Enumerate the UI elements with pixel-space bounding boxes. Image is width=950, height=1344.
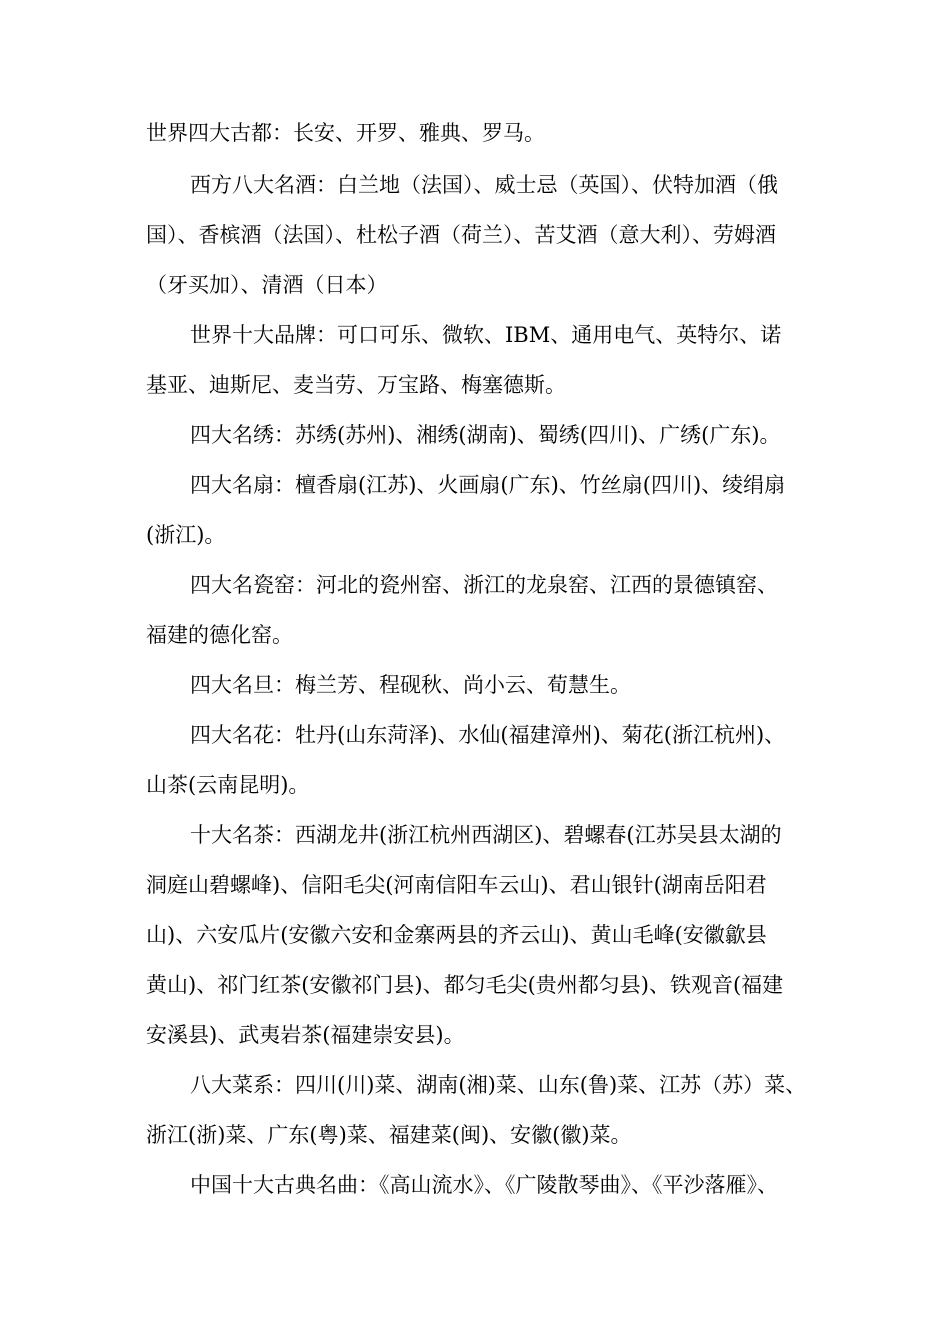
- text-line: 黄山)、祁门红茶(安徽祁门县)、都匀毛尖(贵州都匀县)、铁观音(福建: [146, 973, 784, 997]
- text-line: 山)、六安瓜片(安徽六安和金寨两县的齐云山)、黄山毛峰(安徽歙县: [146, 923, 767, 947]
- text-line: 世界四大古都：长安、开罗、雅典、罗马。: [146, 121, 545, 145]
- text-line: (浙江)。: [146, 523, 226, 547]
- text-line: 四大名扇：檀香扇(江苏)、火画扇(广东)、竹丝扇(四川)、绫绢扇: [190, 473, 786, 497]
- text-line: 世界十大品牌：可口可乐、微软、IBM、通用电气、英特尔、诺: [190, 323, 782, 347]
- text-line: 安溪县)、武夷岩茶(福建崇安县)。: [146, 1023, 465, 1047]
- text-line: 四大名花：牡丹(山东菏泽)、水仙(福建漳州)、菊花(浙江杭州)、: [190, 723, 786, 747]
- text-line: 国）、香槟酒（法国）、杜松子酒（荷兰）、苦艾酒（意大利）、劳姆酒: [146, 223, 776, 247]
- text-line: 中国十大古典名曲：《高山流水》、《广陵散琴曲》、《平沙落雁》、: [190, 1173, 778, 1197]
- text-line: （牙买加）、清酒（日本）: [146, 273, 388, 297]
- text-line: 基亚、迪斯尼、麦当劳、万宝路、梅塞德斯。: [146, 373, 566, 397]
- text-line: 福建的德化窑。: [146, 623, 293, 647]
- text-line: 四大名绣：苏绣(苏州)、湘绣(湖南)、蜀绣(四川)、广绣(广东)。: [190, 423, 781, 447]
- text-line: 西方八大名酒：白兰地（法国）、威士忌（英国）、伏特加酒（俄: [190, 173, 778, 197]
- text-line: 山茶(云南昆明)。: [146, 773, 310, 797]
- text-line: 洞庭山碧螺峰)、信阳毛尖(河南信阳车云山)、君山银针(湖南岳阳君: [146, 873, 767, 897]
- text-line: 浙江(浙)菜、广东(粤)菜、福建菜(闽)、安徽(徽)菜。: [146, 1123, 632, 1147]
- text-line: 十大名茶：西湖龙井(浙江杭州西湖区)、碧螺春(江苏吴县太湖的: [190, 823, 782, 847]
- text-line: 四大名旦：梅兰芳、程砚秋、尚小云、荀慧生。: [190, 673, 631, 697]
- text-line: 四大名瓷窑：河北的瓷州窑、浙江的龙泉窑、江西的景德镇窑、: [190, 573, 778, 597]
- text-line: 八大菜系：四川(川)菜、湖南(湘)菜、山东(鲁)菜、江苏（苏）菜、: [190, 1073, 807, 1097]
